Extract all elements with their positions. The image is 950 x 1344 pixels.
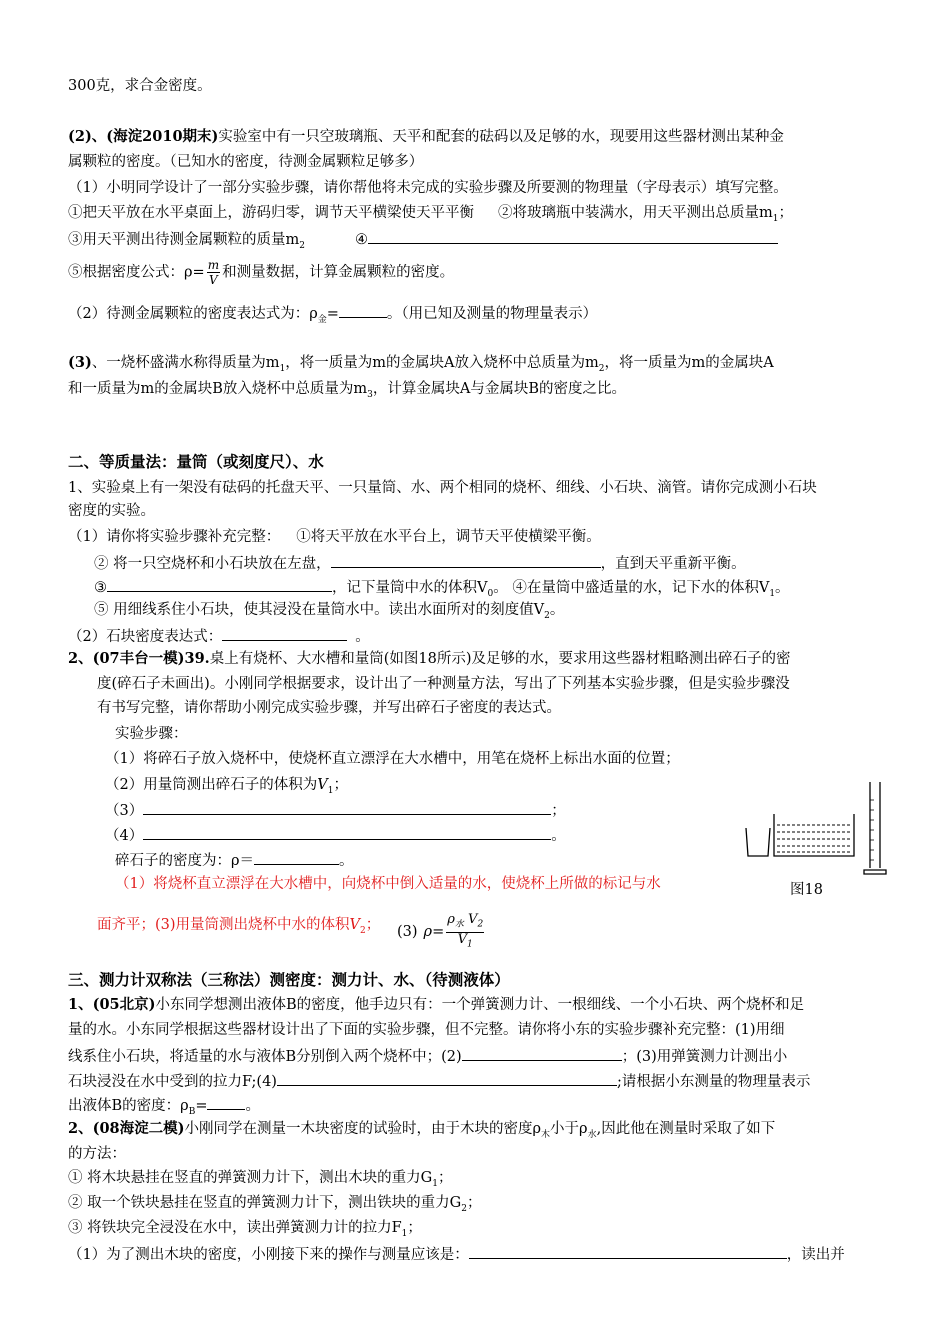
text-line: 300克，求合金密度。 (68, 78, 212, 94)
step-line: ③ 将铁块完全浸没在水中，读出弹簧测力计的拉力$F_1$； (68, 1220, 422, 1239)
section-heading: 二、等质量法：量筒（或刻度尺）、水 (68, 453, 324, 471)
answer-blank[interactable] (143, 824, 551, 840)
text-line: 线系住小石块，将适量的水与液体B分别倒入两个烧杯中；(2) ；(3)用弹簧测力计测出小 (68, 1045, 787, 1067)
text-line: 实验步骤： (115, 726, 188, 742)
answer-blank[interactable] (339, 302, 387, 318)
step-line: ③用天平测出待测金属颗粒的质量$m_2$ ④ (68, 228, 778, 256)
question-3: (3)、一烧杯盛满水称得质量为$m_1$，将一质量为m的金属块A放入烧杯中总质量为$m_2$，将一质量为m的金属块A (68, 354, 774, 374)
step-line: （1）为了测出木块的密度，小刚接下来的操作与测量应该是： ，读出并 (68, 1243, 845, 1265)
fraction-m-over-v: $\frac{m}{V}$ (207, 258, 220, 287)
section-heading: 三、测力计双称法（三称法）测密度：测力计、水、（待测液体） (68, 971, 510, 989)
question-line: 2、(08海淀二模)小刚同学在测量一木块密度的试验时，由于木块的密度$\rho_木$小于$\rho_水$,因此他在测量时采取了如下 (68, 1120, 776, 1140)
question-2-intro: (2)、(海淀2010期末)实验室中有一只空玻璃瓶、天平和配套的砝码以及足够的水，现要用这些器材测出某种金 (68, 128, 784, 145)
step-line: （3） ； (105, 799, 566, 821)
answer-text: （1）将烧杯直立漂浮在大水槽中，向烧杯中倒入适量的水，使烧杯上所做的标记与水 (115, 876, 661, 892)
answer-blank[interactable] (462, 1045, 622, 1061)
step-line: （4） 。 (105, 824, 566, 846)
expression-line: （2）石块密度表达式： 。 (68, 625, 370, 647)
answer-blank[interactable] (331, 552, 601, 568)
text-line: 石块浸没在水中受到的拉力F;(4) ;请根据小东测量的物理量表示 (68, 1070, 810, 1092)
step-line: （1）将碎石子放入烧杯中，使烧杯直立漂浮在大水槽中，用笔在烧杯上标出水面的位置； (105, 751, 680, 767)
answer-blank[interactable] (368, 228, 778, 244)
figure-18-apparatus (740, 780, 900, 876)
answer-formula: (3) ρ= $\frac{\rho_水 V_2}{V_1}$ (397, 912, 484, 950)
text-line: 量的水。小东同学根据这些器材设计出了下面的实验步骤，但不完整。请你将小东的实验步骤补充完整：(1)用细 (68, 1022, 785, 1038)
expression-line: 出液体B的密度：$\rho_B=$ 。 (68, 1094, 260, 1122)
question-line: 2、(07丰台一模)39.桌上有烧杯、大水槽和量筒(如图18所示)及足够的水，要求用这些器材粗略测出碎石子的密 (68, 650, 791, 667)
answer-blank[interactable] (222, 625, 347, 641)
question-line: 1、(05北京)小东同学想测出液体B的密度，他手边只有：一个弹簧测力计、一根细线、一个小石块、两个烧杯和足 (68, 996, 805, 1013)
answer-blank[interactable] (254, 849, 339, 865)
answer-text: 面齐平；(3)用量筒测出烧杯中水的体积$V_2$； (97, 917, 381, 936)
formula-line: ⑤根据密度公式：ρ= $\frac{m}{V}$ 和测量数据，计算金属颗粒的密度。 (68, 258, 455, 287)
text-line: 1、实验桌上有一架没有砝码的托盘天平、一只量筒、水、两个相同的烧杯、细线、小石块、滴管。请你完成测小石块 (68, 480, 817, 496)
answer-blank[interactable] (107, 576, 332, 592)
density-fraction: $\frac{\rho_水 V_2}{V_1}$ (447, 912, 484, 950)
text-line: 密度的实验。 (68, 503, 155, 519)
step-line: ⑤ 用细线系住小石块，使其浸没在量筒水中。读出水面所对的刻度值$V_2$。 (94, 602, 565, 621)
step-line: （1）请你将实验步骤补充完整： ①将天平放在水平台上，调节天平使横梁平衡。 (68, 529, 601, 545)
text-line: 的方法： (68, 1146, 126, 1162)
text-line: 度(碎石子未画出)。小刚同学根据要求，设计出了一种测量方法，写出了下列基本实验步骤，但是实验步骤没 (97, 676, 790, 692)
text-line: （1）小明同学设计了一部分实验步骤，请你帮他将未完成的实验步骤及所要测的物理量（字母表示）填写完整。 (68, 180, 788, 196)
answer-blank[interactable] (277, 1070, 617, 1086)
step-line: （2）用量筒测出碎石子的体积为$V_1$； (105, 777, 348, 796)
text-line: 和一质量为m的金属块B放入烧杯中总质量为$m_3$，计算金属块A与金属块B的密度之比。 (68, 381, 627, 400)
step-line: ② 将一只空烧杯和小石块放在左盘， ，直到天平重新平衡。 (94, 552, 746, 574)
answer-blank[interactable] (143, 799, 551, 815)
answer-blank[interactable] (469, 1243, 787, 1259)
expression-line: 碎石子的密度为：ρ＝ 。 (115, 849, 354, 871)
text-line: 属颗粒的密度。（已知水的密度，待测金属颗粒足够多） (68, 154, 424, 170)
expression-line: （2）待测金属颗粒的密度表达式为：$\rho_金=$ 。（用已知及测量的物理量表示） (68, 302, 597, 330)
step-line: ① 将木块悬挂在竖直的弹簧测力计下，测出木块的重力$G_1$； (68, 1170, 453, 1189)
step-line: ①把天平放在水平桌面上，游码归零，调节天平横梁使天平平衡 ②将玻璃瓶中装满水，用天平测出总质量$m_1$； (68, 205, 793, 224)
figure-label: 图18 (790, 882, 823, 898)
text-line: 有书写完整，请你帮助小刚完成实验步骤，并写出碎石子密度的表达式。 (97, 700, 561, 716)
step-line: ② 取一个铁块悬挂在竖直的弹簧测力计下，测出铁块的重力$G_2$； (68, 1195, 482, 1214)
answer-blank[interactable] (207, 1094, 245, 1110)
step-line: ③ ，记下量筒中水的体积$V_0$。 ④在量筒中盛适量的水，记下水的体积$V_1$。 (94, 576, 790, 604)
